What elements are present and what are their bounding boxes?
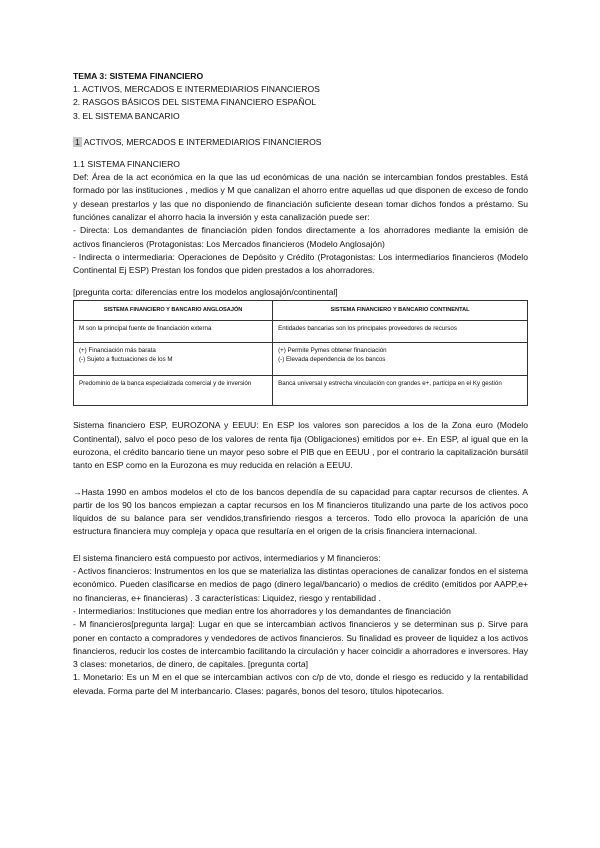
subsection-title: 1.1 SISTEMA FINANCIERO (73, 158, 180, 169)
index-item-1: 1. ACTIVOS, MERCADOS E INTERMEDIARIOS FINANCIEROS (73, 84, 320, 95)
indirect-channel-paragraph: - Indirecta o intermediaria: Operaciones de Depósito y Crédito (Protagonistas: Los intermediarios financieros (Modelo Continental Ej ESP) Prestan los fondos que piden prestados a los ahorradores. (73, 251, 528, 276)
table-cell: M son la principal fuente de financiación externa (74, 321, 273, 343)
section-heading (73, 136, 528, 149)
intermediaries-paragraph: - Intermediarios: Instituciones que median entre los ahorradores y los demandantes de financiación (73, 605, 451, 616)
table-row (74, 343, 528, 376)
section-number: 1 (75, 136, 80, 147)
index-item-3: 3. EL SISTEMA BANCARIO (73, 110, 180, 121)
definition-paragraph: Def: Área de la act económica en la que las ud económicas de una nación se intercambian fondos prestables. Está formado por las instituciones , medios y M que canalizan el ahorro entre aquellas ud que disponen de exceso de fondo y desean prestarlos y las que no disponiendo de financiación suficiente desean tomar dichos fondos a préstamo. Su funciónes canalizar el ahorro hacia la inversión y esta canalización puede ser: (73, 172, 528, 222)
composition-intro: El sistema financiero está compuesto por activos, intermediarios y M financieros: (73, 552, 381, 563)
financial-markets-paragraph: - M financieros[pregunta larga]: Lugar en que se intercambian activos financieros y se determinan sus p. Sirve para poner en contacto a compradores y vendedores de activos financieros. Su finalidad es proveer de liquidez a los activos financieros, reducir los costes de intercambio facilitando la circulación y hacer coincidir a ahorradores e inversores. Hay 3 clases: monetarios, de dinero, de capitales. [pregunta corta] (73, 619, 528, 670)
comparison-table (73, 300, 528, 406)
monetary-market-paragraph: 1. Monetario: Es un M en el que se intercambian activos con c/p de vto, donde el riesgo es reducido y la rentabilidad elevada. Forma parte del M interbancario. Clases: pagarés, bonos del tesoro, títulos hipotecarios. (73, 672, 528, 696)
table-cell: Entidades bancarias son los principales proveedores de recursos (273, 321, 528, 343)
table-cell: (+) Financiación más barata (-) Sujeto a fluctuaciones de los M (74, 343, 273, 376)
table-header-row (74, 301, 528, 321)
table-cell: Banca universal y estrecha vinculación con grandes e+, participa en el Ky gestión (273, 376, 528, 406)
table-cell: (+) Permite Pymes obtener financiación (-) Elevada dependencia de los bancos (273, 343, 528, 376)
comparison-paragraph: Sistema financiero ESP, EUROZONA y EEUU: En ESP los valores son parecidos a los de la Zona euro (Modelo Continental), salvo el poco peso de los valores de renta fija (Obligaciones) emitidos por e+. En ESP, al igual que en la eurozona, el crédito bancario tiene un mayor peso sobre el PIB que en EEUU , por el contrario la capitalización bursátil tanto en ESP como en la Eurozona es muy reducida en relación a EEUU. (73, 420, 528, 471)
table-row (74, 321, 528, 343)
table-row (74, 376, 528, 406)
table-header-continental: SISTEMA FINANCIERO Y BANCARIO CONTINENTAL (273, 301, 528, 321)
table-caption: [pregunta corta: diferencias entre los modelos anglosajón/continental] (73, 287, 338, 298)
section-title: ACTIVOS, MERCADOS E INTERMEDIARIOS FINANCIEROS (83, 136, 322, 147)
document-title: TEMA 3: SISTEMA FINANCIERO (73, 71, 204, 81)
history-paragraph: →Hasta 1990 en ambos modelos el cto de los bancos dependía de su capacidad para captar recursos de clientes. A partir de los 90 los bancos empiezan a captar recursos en los M financieros titulizando una parte de los activos poco líquidos de su balance para ser vendidos,transfiriendo riesgos a terceros. Todo ello provoca la aparición de una estructura financiera muy compleja y opaca que resultaría en el origen de la crisis financiera internacional. (73, 486, 528, 537)
direct-channel-paragraph: - Directa: Los demandantes de financiación piden fondos directamente a los ahorradores mediante la emisión de activos financieros (Protagonistas: Los Mercados financieros (Modelo Anglosajón) (73, 225, 528, 249)
index-item-2: 2. RASGOS BÁSICOS DEL SISTEMA FINANCIERO ESPAÑOL (73, 97, 317, 108)
document-content (73, 70, 528, 698)
table-cell: Predominio de la banca especializada comercial y de inversión (74, 376, 273, 406)
financial-assets-paragraph: - Activos financieros: Instrumentos en los que se materializa las distintas operaciones de canalizar fondos en el sistema económico. Pueden clasificarse en medios de pago (dinero legal/bancario) o medios de crédito (emitidos por AAPP,e+ no financieras, e+ financieras) . 3 características: Liquidez, riesgo y rentabilidad . (73, 566, 528, 603)
table-header-anglosajon: SISTEMA FINANCIERO Y BANCARIO ANGLOSAJÓN (74, 301, 273, 321)
